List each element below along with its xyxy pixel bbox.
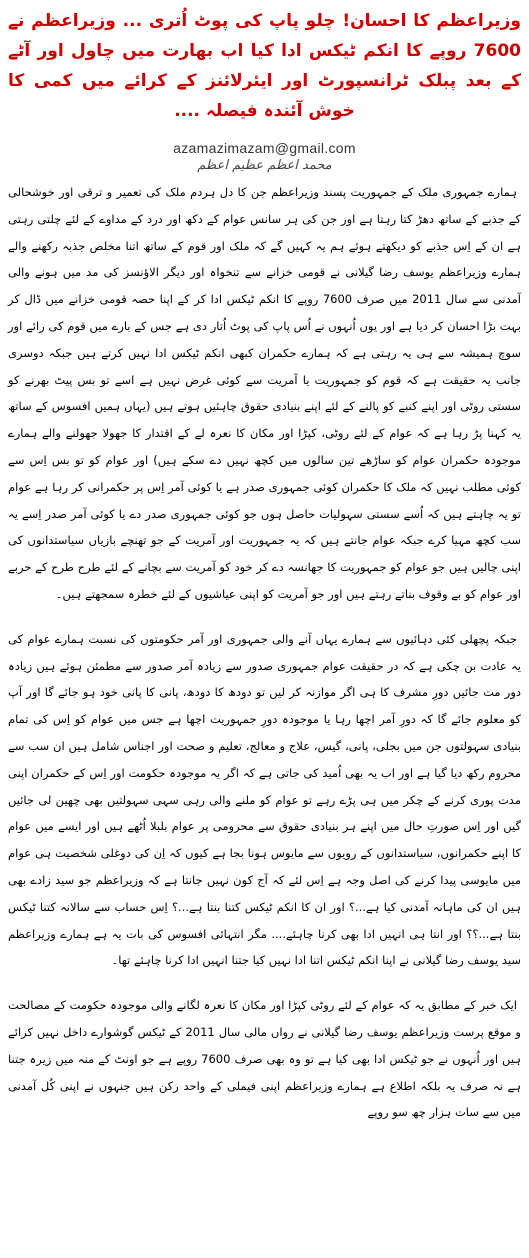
article-paragraph-3: ایک خبر کے مطابق یہ کہ عوام کے لئے روٹی کپڑا اور مکان کا نعرہ لگانے والی موجودہ حکومت کے مصالحت و موقع پرست وزیراعظم یوسف رضا گیلانی نے رواں مالی سال 2011 کے ٹیکس گوشوارے داخل نہیں کرائے ہیں اور اُنہوں نے جو ٹیکس ادا بھی کیا ہے تو وہ بھی صرف 7600 روپے ہے جو اونٹ کے منہ میں زیرہ جتنا ہے نہ صرف یہ بلکہ اطلاع ہے ہمارے وزیراعظم اپنی فیملی کے واحد رکن ہیں جنہوں نے اپنی کُل آمدنی میں سے سات ہزار چھ سو روپے <box>8 998 521 1120</box>
author-byline: محمد اعظم عظیم اعظم <box>197 158 332 173</box>
author-email: azamazimazam@gmail.com <box>173 140 356 156</box>
article-paragraph-1: ہمارے جمہوری ملک کے جمہوریت پسند وزیراعظم جن کا دل ہردم ملک کی تعمیر و ترقی اور خوشحالی کے جذبے کے ساتھ دھڑ کتا رہتا ہے اور جن کی ہر سانس عوام کے دکھ اور درد کے مداوے کے لئے چلتی رہتی ہے ان کے اِس جذبے کو دیکھتے ہوئے ہم یہ کہیں گے کہ ملک اور قوم کے ساتھ اتنا مخلص جذبہ رکھنے والے ہمارے وزیراعظم یوسف رضا گیلانی نے قومی خزانے سے تنخواہ اور دیگر الاؤنسز کی مد میں ہونے والی آمدنی سے سال 2011 میں صرف 7600 روپے کا انکم ٹیکس ادا کر کے اپنا حصہ قومی خزانے میں ڈال کر بہت بڑا احسان کر دیا ہے اور یوں اُنہوں نے اُس پاپ کی پوٹ اُتار دی ہے جس کے بارے میں قوم کی رائے اور سوچ ہمیشہ سے ہی یہ رہتی ہے کہ ہمارے حکمران کبھی انکم ٹیکس ادا نہیں کرتے ہیں جبکہ دوسری جانب یہ حقیقت ہے کہ قوم کو جمہوریت یا آمریت سے کوئی غرض نہیں ہے اسے تو بس پیٹ بھرنے کو سستی روٹی اور اپنے کنبے کو پالنے کے لئے اپنے بنیادی حقوق چاہئیں ہوتے ہیں (یہاں ہمیں افسوس کے ساتھ یہ کہنا پڑ رہا ہے کہ عوام کے لئے روٹی، کپڑا اور مکان کا نعرہ لے کے اقتدار کا جھولا جھولنے والے ہمارے موجودہ حکمران عوام کو ساڑھے تین سالوں میں کچھ نہیں دے سکے ہیں) اور عوام کو تو بس اِس سے کوئی مطلب نہیں کہ ملک کا حکمران کوئی جمہوری صدر ہے یا کوئی آمر اِس پر حکمرانی کر رہا ہے عوام تو یہ چاہتے ہیں کہ اُسے سستی سہولیات حاصل ہوں جو کوئی جمہوری صدر دے یا کوئی آمر صدر اِسے یہ سب کچھ مہیا کرے جبکہ عوام جانتے ہیں کہ یہ جمہوریت اور آمریت کے جو تھنچے بازیاں سیاستدانوں کی اپنی چالیں ہیں جو عوام کو جمہوریت کا جھانسہ دے کر خود کو آمریت سے بچانے کے لئے طرح طرح کے حربے اور عوام کو بے وقوف بناتے رہتے ہیں اور جو آمریت کو اپنی عیاشیوں کے لئے خطرہ سمجھتے ہیں۔ <box>8 185 522 601</box>
article-paragraph-2: جبکہ پچھلی کئی دہائیوں سے ہمارے یہاں آنے والی جمہوری اور آمر حکومتوں کی نسبت ہمارے عوام کی یہ عادت بن چکی ہے کہ در حقیقت عوام جمہوری صدور سے زیادہ آمر صدور سے مطمئن ہوئے ہیں زیادہ دور مت جائیں دورِ مشرف کا ہی اگر موازنہ کر لیں تو دودھ کا دودھ، پانی کا پانی خود ہو جائے گا اور آپ کو معلوم جائے گا کہ دورِ آمر اچھا رہا یا موجودہ دورِ جمہوریت اچھا ہے جس میں عوام کو اِس کی تمام بنیادی سہولتوں جن میں بجلی، پانی، گیس، علاج و معالج، تعلیم و صحت اور اجناس شامل ہیں ان سب سے محروم رکھ دیا گیا ہے اور اب یہ بھی اُمید کی جاتی ہے کہ اگر یہ موجودہ حکومت اور اِس کے حکمران اپنی مدت پوری کرنے کے چکر میں ہی پڑے رہے تو عوام کو ملنے والی رہی سہی سہولتیں بھی چھین لی جائیں گیں اور اِس صورتِ حال میں اپنے ہر بنیادی حقوق سے محرومی پر عوام بلبلا اُٹھے ہیں اور ایسے میں عوام کا اپنے حکمرانوں، سیاستدانوں کے رویوں سے مایوس ہونا بجا ہے کیوں کہ اِن کی دوغلی شخصیت ہی عوام میں مایوسی پیدا کرنے کی اصل وجہ ہے اِس لئے کہ آج کون نہیں جانتا ہے کہ وزیراعظم جو سید زادے بھی ہیں ان کی ماہانہ آمدنی کیا ہے...؟ اور ان کا انکم ٹیکس کتنا بنتا ہے...؟ اِس حساب سے سالانہ کتنا ٹیکس بنتا ہے...؟؟ اور انتا ہی انہیں ادا بھی کرنا چاہئے.... مگر انتہائی افسوس کی بات یہ ہے ہمارے وزیراعظم سید یوسف رضا گیلانی نے اپنا انکم ٹیکس اتنا ادا نہیں کیا جتنا انہیں ادا کرنا چاہئے تھا۔ <box>8 631 521 968</box>
article-headline: وزیراعظم کا احسان! چلو پاپ کی پوٹ اُتری ... وزیراعظم نے 7600 روپے کا انکم ٹیکس ادا کیا اب بھارت میں چاول اور آٹے کے بعد پبلک ٹرانسپورٹ اور ایئرلائنز کے کرائے میں کمی کا خوش آئندہ فیصلہ .... <box>8 11 521 121</box>
